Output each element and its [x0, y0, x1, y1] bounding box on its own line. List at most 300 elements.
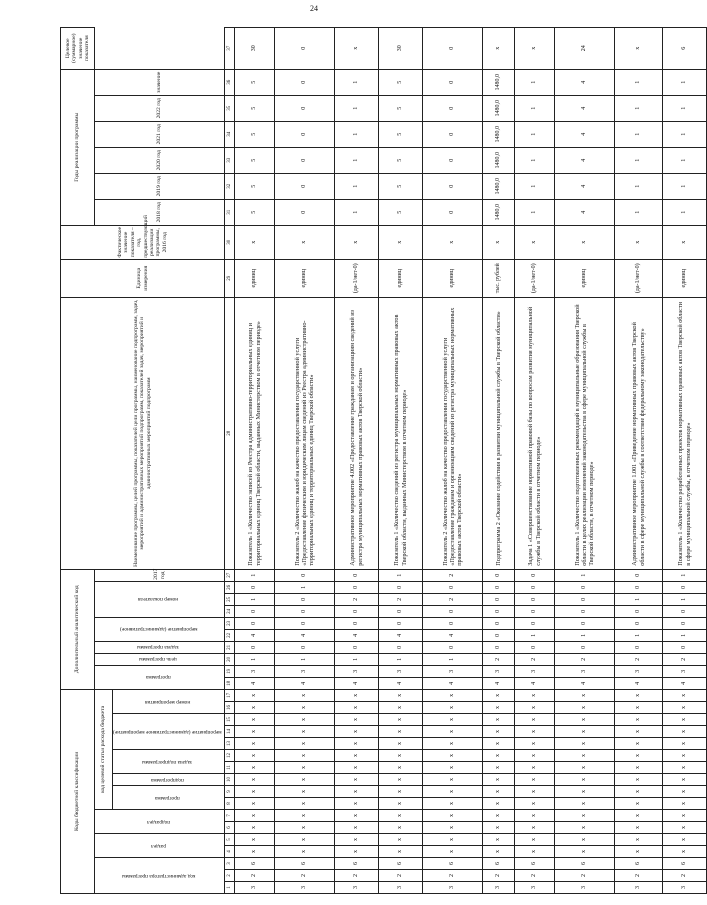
header-fact: Фактическое значение показателя – год, предшествующий реализации программы, 2016 год	[61, 225, 225, 259]
code-cell: 0	[235, 617, 275, 629]
code-cell: 0	[555, 593, 615, 605]
row-year-value: 5	[235, 95, 275, 121]
code-cell: 0	[615, 641, 663, 653]
row-year-value: 1	[663, 199, 707, 225]
code-cell: x	[483, 702, 515, 714]
header-year-2020: 2020 год	[156, 150, 163, 171]
column-index-cell: 5	[225, 834, 235, 846]
code-cell: x	[663, 714, 707, 726]
header-name: Наименование программы, целей программы, показателей цели программы, наименование подпрограмм, задач, мероприятий и административных мероприятий подпрограмм, показателей задач, мероприятий и административных мероприятий подпрограмм	[61, 297, 225, 569]
code-cell: x	[235, 714, 275, 726]
row-year-value: 0	[275, 147, 335, 173]
code-cell: x	[555, 774, 615, 786]
code-cell: 2	[615, 870, 663, 882]
code-cell: x	[483, 846, 515, 858]
code-cell: x	[423, 822, 483, 834]
code-cell: 6	[483, 858, 515, 870]
code-cell: x	[515, 834, 555, 846]
row-year-value: 0	[423, 173, 483, 199]
code-cell: 2	[379, 870, 423, 882]
code-cell: 0	[335, 605, 379, 617]
code-cell: 2	[515, 870, 555, 882]
row-name: Показатель 2 «Количество жалоб на качество предоставления государственной услуги «Предоставление физическим и юридическим лицам сведений из Реестра административно-территориальных единиц и территориальных единиц Тверской области»	[275, 297, 335, 569]
code-cell: 4	[275, 677, 335, 689]
code-cell: 3	[615, 882, 663, 894]
row-target: 6	[663, 27, 707, 69]
code-cell: 6	[275, 858, 335, 870]
row-year-value: 0	[275, 173, 335, 199]
code-cell: 4	[235, 629, 275, 641]
row-name: Показатель 1 «Количество подготовленных рекомендаций в муниципальные образования Тверской области в целях реализации изменений законодательства в сфере муниципальной службы в Тверской области, в отчетном периоде»	[555, 297, 615, 569]
row-unit: единиц	[275, 259, 335, 297]
row-year-value: 1	[335, 95, 379, 121]
code-cell: 0	[483, 629, 515, 641]
code-cell: 0	[483, 593, 515, 605]
column-index-cell: 2	[225, 870, 235, 882]
column-index-cell: 27	[225, 569, 235, 581]
row-year-value: 1480,0	[483, 121, 515, 147]
code-cell: x	[335, 714, 379, 726]
code-cell: 0	[555, 605, 615, 617]
code-cell: 0	[335, 569, 379, 581]
code-cell: x	[423, 714, 483, 726]
code-cell: x	[663, 738, 707, 750]
code-cell: x	[483, 762, 515, 774]
code-cell: 0	[379, 641, 423, 653]
code-cell: 2	[335, 593, 379, 605]
code-cell: x	[379, 714, 423, 726]
program-indicators-table	[60, 27, 707, 894]
code-cell: x	[515, 726, 555, 738]
table-row	[423, 27, 483, 893]
row-year-value: 1	[515, 199, 555, 225]
code-cell: x	[483, 689, 515, 701]
row-fact: x	[423, 225, 483, 259]
row-year-value: 1	[615, 95, 663, 121]
column-index-cell: 6	[225, 822, 235, 834]
row-unit: тыс. рублей	[483, 259, 515, 297]
header-podrazdel: подраздел	[146, 818, 170, 825]
code-cell: x	[275, 702, 335, 714]
column-index-cell: 17	[225, 689, 235, 701]
code-cell: 2	[515, 653, 555, 665]
code-cell: 2	[379, 593, 423, 605]
column-index-cell: 36	[225, 69, 235, 95]
code-cell: 1	[235, 593, 275, 605]
code-cell: x	[515, 774, 555, 786]
code-cell: 0	[275, 617, 335, 629]
code-cell: 3	[235, 882, 275, 894]
row-year-value: 1	[615, 69, 663, 95]
row-year-value: 4	[555, 121, 615, 147]
code-cell: x	[515, 786, 555, 798]
code-cell: 0	[235, 605, 275, 617]
code-cell: 0	[275, 593, 335, 605]
row-year-value: 1	[663, 95, 707, 121]
code-cell: 2	[423, 569, 483, 581]
code-cell: x	[515, 738, 555, 750]
code-cell: x	[615, 846, 663, 858]
table-row	[483, 27, 515, 893]
column-index-cell: 23	[225, 617, 235, 629]
row-year-value: 1	[335, 121, 379, 147]
code-cell: 1	[555, 629, 615, 641]
row-year-value: 5	[379, 121, 423, 147]
code-cell: x	[335, 786, 379, 798]
header-task: задача подпрограммы	[142, 758, 193, 765]
row-year-value: 1480,0	[483, 95, 515, 121]
code-cell: 2	[663, 653, 707, 665]
table-row	[615, 27, 663, 893]
header-target-group: Целевое (суммарное) значение показателя	[61, 27, 95, 69]
column-index-cell: 11	[225, 762, 235, 774]
code-cell: x	[555, 762, 615, 774]
code-cell: 1	[615, 593, 663, 605]
code-cell: 3	[663, 665, 707, 677]
code-cell: x	[235, 774, 275, 786]
code-cell: 0	[615, 569, 663, 581]
code-cell: 4	[235, 677, 275, 689]
code-cell: 0	[335, 617, 379, 629]
header-target-value: значение	[95, 69, 225, 95]
code-cell: x	[335, 834, 379, 846]
code-cell: x	[235, 846, 275, 858]
code-cell: x	[515, 846, 555, 858]
code-cell: x	[663, 822, 707, 834]
row-target: x	[615, 27, 663, 69]
code-cell: 2	[235, 870, 275, 882]
row-year-value: 1	[335, 147, 379, 173]
code-cell: 0	[515, 581, 555, 593]
code-cell: 4	[379, 677, 423, 689]
code-cell: 6	[663, 858, 707, 870]
code-cell: 0	[515, 605, 555, 617]
code-cell: x	[515, 689, 555, 701]
code-cell: x	[615, 822, 663, 834]
code-cell: 3	[335, 882, 379, 894]
header-year-2021: 2021 год	[156, 124, 163, 145]
code-cell: x	[615, 750, 663, 762]
header-add-prog: программа	[145, 674, 171, 681]
column-index-cell: 14	[225, 726, 235, 738]
row-year-value: 1	[515, 69, 555, 95]
code-cell: x	[423, 786, 483, 798]
code-cell: x	[275, 750, 335, 762]
code-cell: 3	[423, 665, 483, 677]
column-index-cell: 25	[225, 593, 235, 605]
code-cell: 3	[379, 882, 423, 894]
code-cell: x	[555, 810, 615, 822]
column-index-cell: 33	[225, 147, 235, 173]
code-cell: 2	[555, 870, 615, 882]
code-cell: x	[515, 702, 555, 714]
code-cell: x	[615, 689, 663, 701]
code-cell: 4	[483, 677, 515, 689]
row-year-value: 4	[555, 95, 615, 121]
code-cell: x	[483, 774, 515, 786]
code-cell: 0	[515, 617, 555, 629]
row-year-value: 1	[335, 173, 379, 199]
code-cell: 0	[515, 569, 555, 581]
row-year-value: 1	[615, 199, 663, 225]
code-cell: x	[379, 822, 423, 834]
code-cell: 3	[663, 882, 707, 894]
code-cell: x	[423, 702, 483, 714]
column-index-cell: 32	[225, 173, 235, 199]
code-cell: x	[379, 726, 423, 738]
code-cell: 4	[275, 629, 335, 641]
code-cell: x	[379, 762, 423, 774]
row-year-value: 1	[515, 173, 555, 199]
row-unit: единиц	[555, 259, 615, 297]
row-fact: x	[379, 225, 423, 259]
code-cell: 1	[663, 593, 707, 605]
code-cell: 3	[483, 665, 515, 677]
row-target: 24	[555, 27, 615, 69]
header-add-num: номер показателя	[138, 596, 179, 603]
code-cell: 4	[555, 677, 615, 689]
code-cell: x	[379, 738, 423, 750]
code-cell: x	[423, 846, 483, 858]
code-cell: x	[615, 786, 663, 798]
column-index-cell: 13	[225, 738, 235, 750]
code-cell: 1	[663, 569, 707, 581]
code-cell: 3	[615, 665, 663, 677]
code-cell: x	[663, 834, 707, 846]
code-cell: 4	[615, 677, 663, 689]
code-cell: x	[235, 689, 275, 701]
column-index-cell: 9	[225, 786, 235, 798]
code-cell: 3	[555, 665, 615, 677]
code-cell: 0	[515, 641, 555, 653]
row-name: Показатель 1 «Количество разработанных проектов нормативных правовых актов Тверской области в сфере муниципальной службы, в отчетном периоде»	[663, 297, 707, 569]
code-cell: 6	[335, 858, 379, 870]
column-index-cell: 30	[225, 225, 235, 259]
code-cell: 1	[555, 569, 615, 581]
table-row	[555, 27, 615, 893]
code-cell: 1	[275, 653, 335, 665]
row-fact: x	[275, 225, 335, 259]
code-cell: x	[379, 846, 423, 858]
row-fact: x	[483, 225, 515, 259]
row-year-value: 0	[275, 69, 335, 95]
header-prog: программа	[154, 794, 180, 801]
code-cell: 0	[379, 617, 423, 629]
table-row	[275, 27, 335, 893]
code-cell: x	[515, 822, 555, 834]
code-cell: x	[483, 738, 515, 750]
code-cell: x	[483, 750, 515, 762]
table-row	[235, 27, 275, 893]
program-indicators-table-sheet	[60, 33, 692, 894]
code-cell: x	[275, 846, 335, 858]
code-cell: 0	[663, 581, 707, 593]
code-cell: x	[483, 786, 515, 798]
code-cell: x	[615, 726, 663, 738]
code-cell: 0	[615, 605, 663, 617]
code-cell: 0	[423, 641, 483, 653]
code-cell: 0	[515, 593, 555, 605]
code-cell: 0	[275, 569, 335, 581]
code-cell: x	[615, 762, 663, 774]
row-year-value: 5	[379, 173, 423, 199]
row-unit: единиц	[235, 259, 275, 297]
code-cell: 0	[275, 641, 335, 653]
row-year-value: 1	[615, 173, 663, 199]
row-year-value: 0	[423, 199, 483, 225]
code-cell: 0	[555, 617, 615, 629]
code-cell: x	[615, 738, 663, 750]
row-year-value: 4	[555, 147, 615, 173]
code-cell: 0	[335, 641, 379, 653]
code-cell: x	[235, 822, 275, 834]
row-name: Административное мероприятие 4.002 «Предоставление гражданам и организациям сведений из регистра муниципальных нормативных правовых актов Тверской области»	[335, 297, 379, 569]
code-cell: 0	[483, 617, 515, 629]
column-index-cell: 7	[225, 810, 235, 822]
code-cell: x	[335, 762, 379, 774]
row-target: 0	[275, 27, 335, 69]
code-cell: 1	[379, 569, 423, 581]
code-cell: x	[235, 750, 275, 762]
row-year-value: 1	[515, 121, 555, 147]
row-fact: x	[515, 225, 555, 259]
row-year-value: 5	[379, 69, 423, 95]
code-cell: 6	[235, 858, 275, 870]
code-cell: x	[483, 726, 515, 738]
header-add-goal: цель программы	[139, 656, 178, 663]
code-cell: 1	[235, 569, 275, 581]
code-cell: x	[379, 750, 423, 762]
code-cell: x	[515, 714, 555, 726]
row-year-value: 1	[615, 147, 663, 173]
code-cell: 0	[663, 641, 707, 653]
code-cell: 0	[483, 581, 515, 593]
row-name: Подпрограмма 2 «Оказание содействия в развитии муниципальной службы в Тверской области»	[483, 297, 515, 569]
code-cell: x	[663, 689, 707, 701]
row-target: x	[515, 27, 555, 69]
code-cell: x	[615, 774, 663, 786]
table-row	[379, 27, 423, 893]
code-cell: 3	[335, 665, 379, 677]
header-year-2018: 2018 год	[156, 202, 163, 223]
code-cell: x	[275, 834, 335, 846]
table-row	[663, 27, 707, 893]
code-cell: 4	[423, 677, 483, 689]
code-cell: 6	[615, 858, 663, 870]
column-index-row	[225, 27, 235, 893]
row-year-value: 5	[235, 147, 275, 173]
row-year-value: 1	[515, 95, 555, 121]
code-cell: x	[423, 750, 483, 762]
code-cell: x	[275, 810, 335, 822]
code-cell: 0	[235, 581, 275, 593]
row-year-value: 5	[379, 199, 423, 225]
row-target: x	[335, 27, 379, 69]
code-cell: x	[663, 798, 707, 810]
column-index-cell: 34	[225, 121, 235, 147]
row-year-value: 4	[555, 173, 615, 199]
column-index-cell: 28	[225, 297, 235, 569]
code-cell: x	[663, 810, 707, 822]
code-cell: x	[663, 762, 707, 774]
code-cell: x	[555, 750, 615, 762]
row-target: 0	[423, 27, 483, 69]
row-fact: x	[615, 225, 663, 259]
row-fact: x	[235, 225, 275, 259]
code-cell: x	[335, 750, 379, 762]
column-index-cell: 4	[225, 846, 235, 858]
code-cell: x	[379, 834, 423, 846]
code-cell: 2	[423, 870, 483, 882]
row-name: Показатель 1 «Количество записей из Реестра административно-территориальных единиц и территориальных единиц Тверской области, выданных Министерством в отчетном периоде»	[235, 297, 275, 569]
header-subprog: подпрограмма	[150, 776, 184, 783]
code-cell: x	[615, 810, 663, 822]
table-row	[515, 27, 555, 893]
header-year-2022: 2022 год	[156, 98, 163, 119]
code-cell: 3	[275, 882, 335, 894]
code-cell: 0	[423, 605, 483, 617]
code-cell: 1	[235, 653, 275, 665]
row-year-value: 4	[555, 199, 615, 225]
code-cell: x	[663, 786, 707, 798]
code-cell: x	[235, 762, 275, 774]
column-index-cell: 16	[225, 702, 235, 714]
code-cell: x	[663, 726, 707, 738]
code-cell: 0	[423, 617, 483, 629]
code-cell: x	[275, 798, 335, 810]
code-cell: x	[235, 834, 275, 846]
row-year-value: 0	[423, 121, 483, 147]
code-cell: 2	[335, 870, 379, 882]
code-cell: x	[555, 822, 615, 834]
code-cell: x	[483, 810, 515, 822]
row-year-value: 1	[663, 147, 707, 173]
header-event: мероприятие (административное мероприятие)	[113, 728, 222, 735]
row-year-value: 5	[235, 173, 275, 199]
code-cell: 6	[555, 858, 615, 870]
row-year-value: 1480,0	[483, 147, 515, 173]
row-unit: (да-1/нет-0)	[335, 259, 379, 297]
code-cell: 1	[335, 653, 379, 665]
row-unit: единиц	[379, 259, 423, 297]
code-cell: x	[555, 702, 615, 714]
row-name: Показатель 1 «Количество сведений из регистра муниципальных нормативных правовых актов Тверской области, выданных Министерством в отчетном периоде»	[379, 297, 423, 569]
code-cell: 0	[235, 641, 275, 653]
code-cell: x	[235, 786, 275, 798]
code-cell: 3	[423, 882, 483, 894]
code-cell: 6	[379, 858, 423, 870]
code-cell: x	[275, 726, 335, 738]
code-cell: x	[335, 689, 379, 701]
code-cell: 1	[663, 629, 707, 641]
code-cell: 4	[335, 677, 379, 689]
code-cell: x	[275, 786, 335, 798]
row-year-value: 1	[515, 147, 555, 173]
row-fact: x	[555, 225, 615, 259]
header-add-task: задача программы	[137, 644, 180, 651]
code-cell: x	[483, 714, 515, 726]
column-index-cell: 18	[225, 677, 235, 689]
code-cell: x	[235, 738, 275, 750]
column-index-cell: 3	[225, 858, 235, 870]
code-cell: x	[615, 714, 663, 726]
code-cell: x	[515, 762, 555, 774]
column-index-cell: 20	[225, 653, 235, 665]
column-index-cell: 19	[225, 665, 235, 677]
column-index-cell: 26	[225, 581, 235, 593]
row-year-value: 5	[379, 147, 423, 173]
code-cell: x	[275, 738, 335, 750]
